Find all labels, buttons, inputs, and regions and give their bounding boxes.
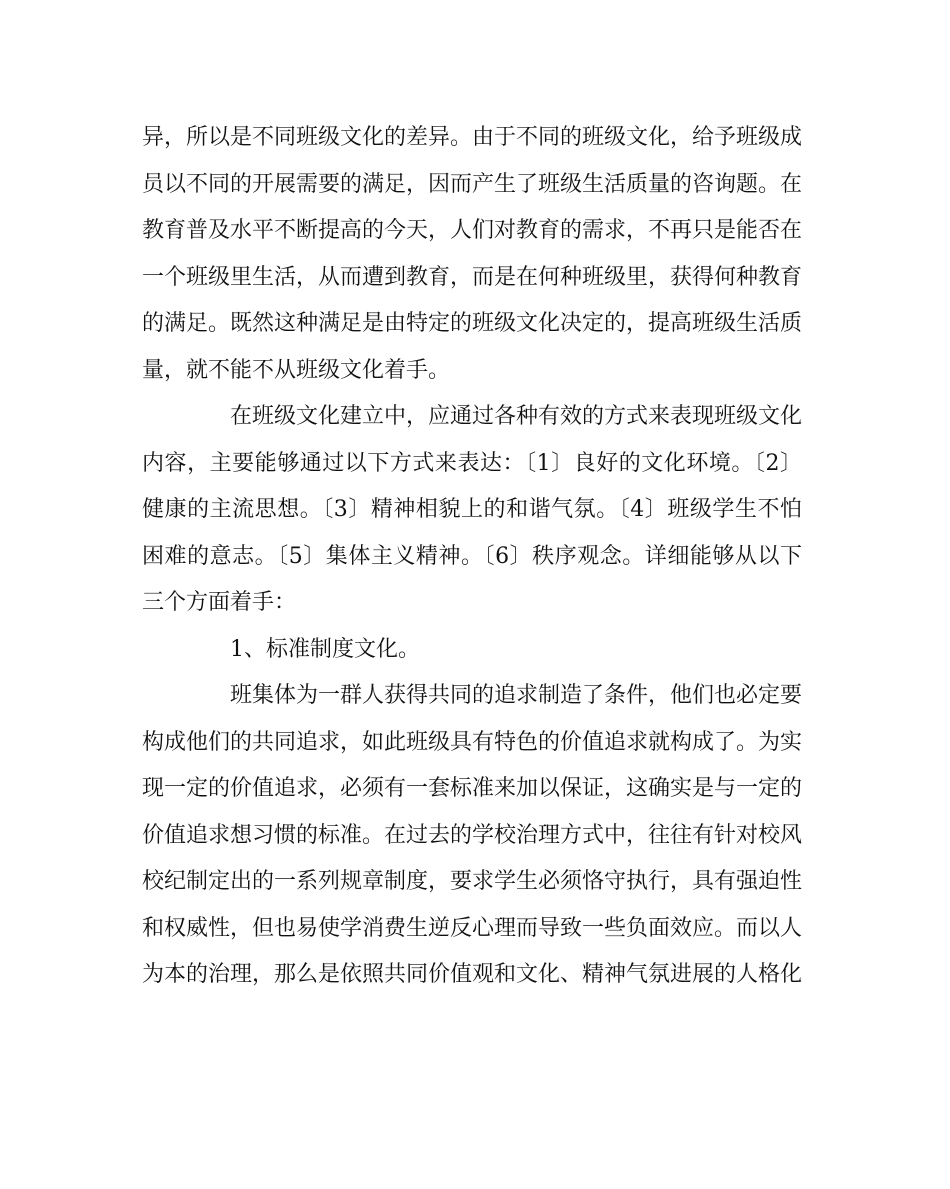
text-line: 校纪制定出的一系列规章制度，要求学生必须恪守执行，具有强迫性: [142, 869, 803, 894]
text-line: 三个方面着手：: [142, 590, 297, 615]
text-line: 的满足。既然这种满足是由特定的班级文化决定的，提高班级生活质: [142, 311, 803, 336]
paragraph-start-line: 班集体为一群人获得共同的追求制造了条件，他们也必定要: [230, 683, 803, 708]
text-line: 构成他们的共同追求，如此班级具有特色的价值追求就构成了。为实: [142, 729, 803, 755]
text-line: 现一定的价值追求，必须有一套标准来加以保证，这确实是与一定的: [142, 776, 803, 801]
section-heading: 1、标准制度文化。: [230, 636, 420, 662]
text-line: 异，所以是不同班级文化的差异。由于不同的班级文化，给予班级成: [142, 125, 803, 150]
text-line: 教育普及水平不断提高的今天，人们对教育的需求，不再只是能否在: [142, 218, 803, 243]
paragraph-start-line: 在班级文化建立中，应通过各种有效的方式来表现班级文化: [230, 404, 803, 429]
text-line: 价值追求想习惯的标准。在过去的学校治理方式中，往往有针对校风: [142, 822, 803, 848]
text-line: 员以不同的开展需要的满足，因而产生了班级生活质量的咨询题。在: [142, 171, 803, 197]
text-line: 和权威性，但也易使学消费生逆反心理而导致一些负面效应。而以人: [142, 915, 803, 941]
text-line: 为本的治理，那么是依照共同价值观和文化、精神气氛进展的人格化: [142, 962, 803, 987]
text-line: 量，就不能不从班级文化着手。: [142, 357, 451, 383]
text-line: 内容，主要能够通过以下方式来表达：〔1〕良好的文化环境。〔2〕: [142, 450, 802, 476]
text-line: 健康的主流思想。〔3〕精神相貌上的和谐气氛。〔4〕班级学生不怕: [142, 497, 802, 522]
body-text: [142, 115, 802, 999]
text-line: 一个班级里生活，从而遭到教育，而是在何种班级里，获得何种教育: [142, 264, 803, 290]
text-line: 困难的意志。〔5〕集体主义精神。〔6〕秩序观念。详细能够从以下: [142, 543, 802, 569]
